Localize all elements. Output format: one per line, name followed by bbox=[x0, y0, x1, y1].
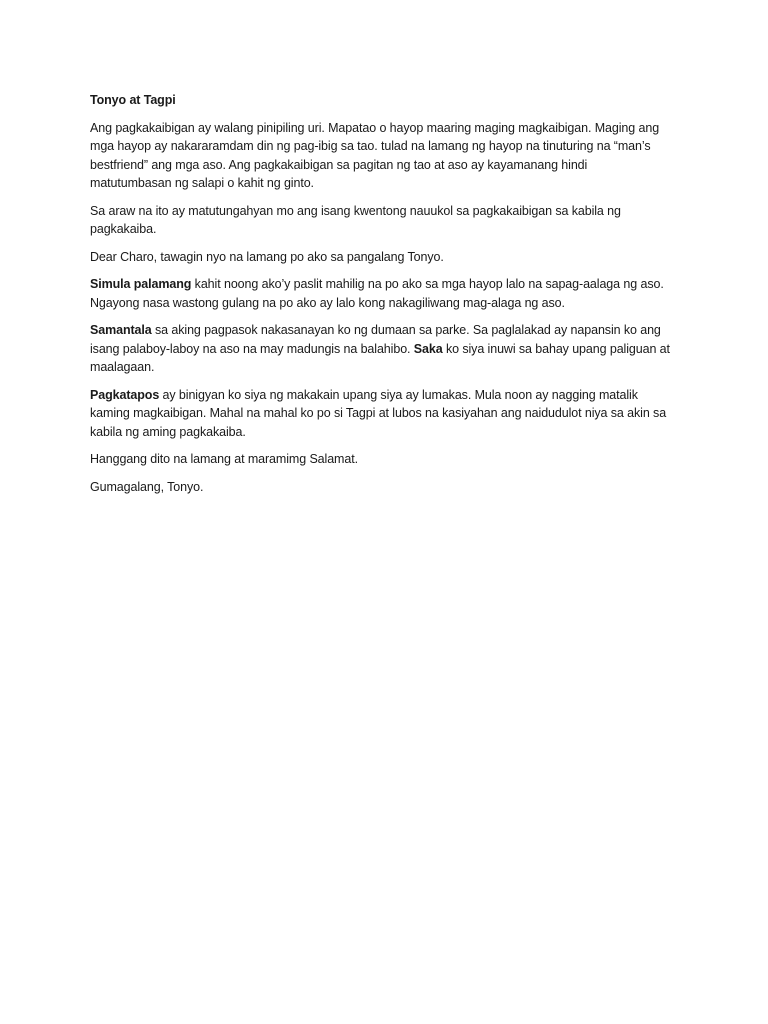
paragraph-park bbox=[90, 321, 690, 377]
paragraph-line: Gumagalang, Tonyo. bbox=[90, 479, 204, 494]
paragraph-signature bbox=[90, 478, 690, 497]
paragraph-line bbox=[90, 275, 690, 294]
document-title: Tonyo at Tagpi bbox=[90, 93, 176, 107]
paragraph-lead: Samantala bbox=[90, 323, 152, 337]
paragraph-line: Sa araw na ito ay matutungahyan mo ang isang kwentong nauukol sa pagkakaibigan sa kabila ng bbox=[90, 203, 621, 218]
paragraph-line bbox=[90, 386, 690, 405]
document-page bbox=[90, 91, 690, 505]
paragraph-childhood bbox=[90, 275, 690, 312]
paragraph-text: kahit noong ako’y paslit mahilig na po ako sa mga hayop lalo na sapag-aalaga ng aso. bbox=[191, 277, 664, 291]
paragraph-intro bbox=[90, 119, 690, 193]
paragraph-line: kabila ng aming pagkakaiba. bbox=[90, 424, 246, 439]
paragraph-closing bbox=[90, 450, 690, 469]
paragraph-line: Ang pagkakaibigan ay walang pinipiling uri. Mapatao o hayop maaring maging magkaibigan. Maging ang bbox=[90, 120, 660, 135]
paragraph-story-intro bbox=[90, 202, 690, 239]
paragraph-line: kaming magkaibigan. Mahal na mahal ko po si Tagpi at lubos na kasiyahan ang naidudulot niya sa akin sa bbox=[90, 406, 667, 420]
paragraph-text: ko siya inuwi sa bahay upang paliguan at bbox=[442, 341, 670, 356]
paragraph-lead: Pagkatapos bbox=[90, 387, 160, 402]
paragraph-inline-bold: Saka bbox=[413, 341, 443, 356]
paragraph-text: isang palaboy-laboy na aso na may madungis na balahibo. bbox=[90, 341, 414, 356]
paragraph-greeting bbox=[90, 248, 690, 267]
paragraph-line bbox=[90, 340, 690, 359]
paragraph-line: pagkakaiba. bbox=[90, 222, 157, 236]
paragraph-friendship bbox=[90, 386, 690, 442]
paragraph-lead: Simula palamang bbox=[90, 277, 192, 291]
paragraph-line: matutumbasan ng salapi o kahit ng ginto. bbox=[90, 176, 314, 190]
paragraph-line: Hanggang dito na lamang at maramimg Salamat. bbox=[90, 452, 358, 466]
paragraph-text: sa aking pagpasok nakasanayan ko ng dumaan sa parke. Sa paglalakad ay napansin ko ang bbox=[151, 323, 661, 337]
paragraph-line bbox=[90, 321, 690, 340]
paragraph-text: ay binigyan ko siya ng makakain upang siya ay lumakas. Mula noon ay nagging matalik bbox=[159, 387, 638, 402]
paragraph-line: Dear Charo, tawagin nyo na lamang po ako sa pangalang Tonyo. bbox=[90, 249, 444, 264]
paragraph-line: maalagaan. bbox=[90, 360, 155, 374]
paragraph-line: mga hayop ay nakararamdam din ng pag-ibig sa tao. tulad na lamang ng hayop na tinuturing na “man’s bbox=[90, 139, 651, 153]
paragraph-line: Ngayong nasa wastong gulang na po ako ay lalo kong nakagiliwang mag-alaga ng aso. bbox=[90, 295, 565, 310]
paragraph-line: bestfriend” ang mga aso. Ang pagkakaibigan sa pagitan ng tao at aso ay kayamanang hindi bbox=[90, 157, 588, 172]
